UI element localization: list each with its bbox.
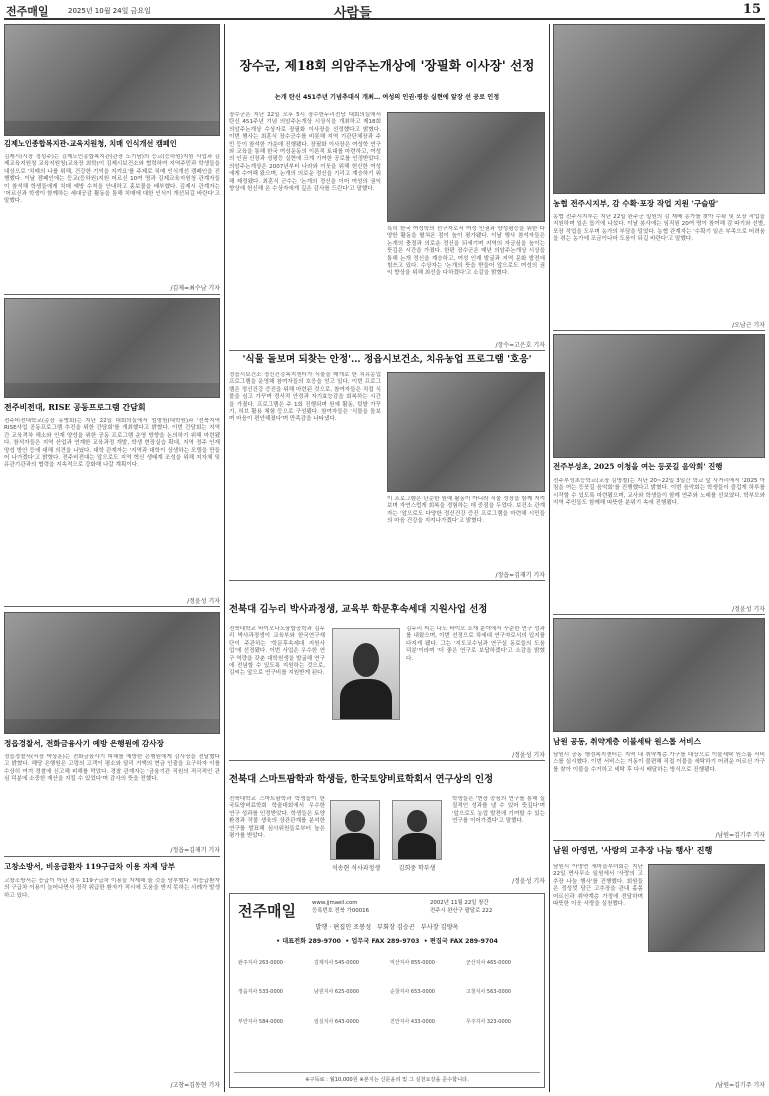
photo-healing-farming xyxy=(387,372,545,492)
divider xyxy=(4,856,220,857)
section-title: 사람들 xyxy=(334,6,372,21)
photo-police-award xyxy=(4,612,220,734)
photo-dementia-campaign xyxy=(4,24,220,136)
divider xyxy=(229,350,545,351)
photo-persimmon-harvest xyxy=(553,24,765,194)
colophon-ad: • 업무국 FAX 289-9703 xyxy=(345,938,420,945)
colophon-url[interactable]: www.jjmaeil.com xyxy=(312,900,358,906)
headline-right-1: 농협 전주시지부, 감 수확·포장 작업 지원 '구슬땀' xyxy=(553,199,719,208)
byline-right-2: /정윤성 기자 xyxy=(732,606,765,613)
lead-headline: 장수군, 제18회 의암주논개상에 '장필화 이사장' 선정 xyxy=(239,58,535,73)
divider xyxy=(553,840,765,841)
colophon-vice: 부사장 김양옥 xyxy=(420,924,459,931)
divider xyxy=(229,760,545,761)
lead-subhead: 논개 탄신 451주년 기념추대식 개최… 여성의 인권·평등 실현에 앞장 선 공로 인정 xyxy=(274,94,500,101)
byline-center-3: /정윤성 기자 xyxy=(512,752,545,759)
headline-center-2: '식물 돌보며 되찾는 안정'… 정읍시보건소, 치유농업 프로그램 '호응' xyxy=(242,354,532,365)
masthead xyxy=(4,2,765,20)
office-entry: 완주지사 263-0000 xyxy=(238,960,283,966)
headline-left-4: 고창소방서, 비응급환자 119구급차 이용 자제 당부 xyxy=(4,862,176,871)
body-center-3-right: 김누리 씨는 나노 바이오 소재 분야에서 꾸준한 연구 성과를 내왔으며, 이번 선정으로 차세대 연구자로서의 입지를 다지게 됐다. 그는 '지도교수님과 연구실 동료들의 도움 덕분'이라며 '더 좋은 연구로 보답하겠다'고 소감을 밝혔다. xyxy=(406,626,545,662)
newspaper-brand: 전주매일 xyxy=(6,5,49,18)
office-entry: 남원지사 625-0000 xyxy=(314,989,359,996)
lead-body-left: 장수군은 지난 22일 오후 5시 장수한누리전당 대회의실에서 탄신 451주년 기념 의암주논개상 시상식을 개최하고 제18회 의암주논개상 수상자로 장필화 이사장을 선정했다고 밝혔다. 이번 행사는 최훈식 장수군수를 비롯해 지역 기관단체장과 주민 등이 참석한 가운데 진행됐다. 장필화 이사장은 여성학 연구와 교육을 통해 한국 여성운동의 이론적 토대를 마련하고, 여성의 인권 신장과 성평등 실현에 크게 기여한 공로를 인정받았다. 의암주논개상은 2007년부터 나라와 이웃을 위해 헌신한 여성에게 수여해 왔으며, 논개의 의로운 정신을 기리고 계승하기 위해 제정됐다. 최훈식 군수는 '논개의 정신을 이어 여성의 권익 향상에 헌신해 온 수상자에게 깊은 감사를 드린다'고 말했다. xyxy=(229,112,381,193)
divider xyxy=(229,580,545,581)
divider xyxy=(553,614,765,615)
photo-school-concert xyxy=(553,334,765,458)
byline-right-1: /오남근 기자 xyxy=(732,322,765,329)
column-divider xyxy=(224,24,225,1092)
colophon-phone: • 대표전화 289-9700 xyxy=(276,938,341,945)
colophon-staff-row xyxy=(230,922,544,931)
body-right-2: 전주부성초등학교(교장 김명철)는 지난 20~22일 3일간 학교 앞 사거리에서 '2025 아침을 여는 등굣길 음악회'를 진행했다고 밝혔다. 이번 음악회는 학생들이 즐겁게 하루를 시작할 수 있도록 마련됐으며, 교사와 학생들이 함께 연주와 노래를 선보였다. 학부모와 지역 주민들도 함께해 따뜻한 분위기 속에 진행됐다. xyxy=(553,478,765,507)
page-number: 15 xyxy=(742,2,761,17)
office-entry: 임실지사 643-0000 xyxy=(314,1018,359,1025)
colophon-publisher: 발행 · 편집인 조봉성 xyxy=(315,924,372,931)
byline-left-3: /정읍=김재기 기자 xyxy=(170,847,220,854)
colophon-footer: ※구독료 : 월10,000원 ※본지는 신문윤리 및 그 실천요강을 준수합니다. xyxy=(234,1072,540,1083)
lead-body-right: 특히 한국 여성학의 선구자로서 여성 인권과 양성평등을 위한 다양한 활동을 펼쳐온 점이 높이 평가됐다. 이날 행사 참석자들은 논개의 충절과 의로운 정신을 되새기며 지역의 자긍심을 높이는 뜻깊은 시간을 가졌다. 한편 장수군은 매년 의암주논개상 시상을 통해 논개 정신을 계승하고, 여성 인재 발굴과 지역 문화 발전에 힘쓰고 있다. 수상자는 '논개의 뜻을 받들어 앞으로도 여성의 권익 향상을 위해 최선을 다하겠다'고 소감을 밝혔다. xyxy=(387,226,545,277)
issue-date: 2025년 10월 24일 금요일 xyxy=(68,7,151,15)
byline-center-2: /정읍=김재기 기자 xyxy=(495,572,545,579)
body-center-3-left: 전북대학교 바이오나노융합공학과 김누리 박사과정생이 교육부와 한국연구재단이 주관하는 '학문후속세대 지원사업'에 선정됐다. 이번 사업은 우수한 연구 역량을 갖춘 대학원생을 발굴해 연구에 전념할 수 있도록 지원하는 것으로, 김씨는 앞으로 연구비를 지원받게 된다. xyxy=(229,626,325,677)
column-divider xyxy=(549,24,550,1092)
headline-left-1: 김제노인종합복지관-교육지원청, 치매 인식개선 캠페인 xyxy=(4,139,177,148)
photo-gochujang-event xyxy=(648,864,765,952)
headline-center-4: 전북대 스마트팜학과 학생들, 한국토양비료학회서 연구상의 인정 xyxy=(229,774,494,785)
headline-left-3: 정읍경찰서, 전화금융사기 예방 은행원에 감사장 xyxy=(4,739,164,748)
office-entry: 익산지사 855-0000 xyxy=(390,960,435,966)
body-left-2: 전주비전대학교(총장 유병회)는 지난 22일 대회의실에서 엄형원(대학원)과 '전북지역 RISE사업 공동프로그램 추진을 위한 간담회'를 개최했다고 밝혔다. 이번 간담회는 지역 간 교육격차 해소와 인재 양성을 위한 공동 프로그램 운영 방향을 논의하기 위해 마련됐다. 참석자들은 지역 산업과 연계한 교육과정 개발, 학생 현장실습 확대, 지역 정주 인재 양성 방안 등에 대해 의견을 나눴다. 대학 관계자는 '지역과 대학이 상생하는 모델을 만들어 나가겠다'고 밝혔다. 전주비전대는 앞으로도 지역 혁신 생태계 조성을 위해 지자체 및 유관기관과의 협력을 지속적으로 강화해 나갈 계획이다. xyxy=(4,418,220,469)
headline-right-3: 남원 공동, 취약계층 이불세탁 원스톱 서비스 xyxy=(553,737,701,746)
portrait-seok-songhyun xyxy=(330,800,380,860)
colophon-reg: 등록번호 전북 가00016 xyxy=(312,908,370,914)
body-center-4-left: 전북대학교 스마트팜학과 학생들이 한국토양비료학회 학술대회에서 우수한 연구 성과를 인정받았다. 학생들은 토양 환경과 작물 생육의 상관관계를 분석한 연구를 발표해 심사위원들로부터 높은 평가를 받았다. xyxy=(229,796,325,840)
office-entry: 군산지사 465-0000 xyxy=(466,960,511,966)
body-right-4: 남원시 아영면 새마을부녀회는 지난 22일 면사무소 일원에서 '사랑의 고추장 나눔 행사'를 진행했다. 회원들은 정성껏 담근 고추장을 관내 홀몸 어르신과 취약계층 가정에 전달하며 따뜻한 이웃 사랑을 실천했다. xyxy=(553,864,643,908)
body-center-2-left: 정읍시보건소 정신건강복지센터가 식물을 매개로 한 치유농업 프로그램을 운영해 참여자들의 호응을 얻고 있다. 이번 프로그램은 정신건강 증진을 위해 마련된 것으로, 참여자들은 직접 식물을 심고 가꾸며 정서적 안정과 자기효능감을 회복하는 시간을 가졌다. 프로그램은 주 1회 진행되며 원예 활동, 텃밭 가꾸기, 허브 활용 체험 등으로 구성됐다. 참여자들은 '식물을 돌보며 마음이 편안해졌다'며 만족감을 나타냈다. xyxy=(229,372,381,423)
photo-laundry-service xyxy=(553,618,765,732)
colophon-contact-row xyxy=(230,936,544,945)
body-left-1: 김제시(시장 정성주)는 김제노인종합복지관(관장 노기남)의 등교(등하원)지원 사업과 김제교육지원청 교육지원청(교육장 최학)이 김제시보건소와 협력하여 지역주민과 학생들을 대상으로 '치매의 나를 위해, 건강한 기억을 지켜요'를 주제로 치매 인식개선 캠페인을 진행했다. 이날 캠페인에는 등교(등하원)지원 어르신 10여 명과 김제교육지원청 관계자들이 참석해 학생들에게 치매 예방 수칙을 안내하고 홍보물을 배부했다. 김제시 관계자는 '어르신과 학생이 함께하는 세대공감 활동을 통해 치매에 대한 인식이 개선되길 바란다'고 말했다. xyxy=(4,154,220,205)
colophon-title: 전주매일 xyxy=(238,902,296,920)
lead-byline: /장수=고은호 기자 xyxy=(495,342,545,349)
colophon-edit: • 편집국 FAX 289-9704 xyxy=(423,938,498,945)
divider xyxy=(4,294,220,295)
headline-left-2: 전주비전대, RISE 공동프로그램 간담회 xyxy=(4,402,146,412)
body-center-4-right: 학생들은 '현장 중심의 연구를 통해 실질적인 성과를 낼 수 있어 뜻깊다'며 '앞으로도 농업 발전에 기여할 수 있는 연구를 이어가겠다'고 말했다. xyxy=(452,796,545,825)
byline-left-2: /정윤성 기자 xyxy=(187,598,220,605)
photo-award-ceremony xyxy=(387,112,545,222)
body-right-3: 남원시 공동 행정복지센터는 지역 내 취약계층 가구를 대상으로 이불세탁 원스톱 서비스를 실시했다. 이번 서비스는 거동이 불편해 직접 이불을 세탁하기 어려운 어르신 가구를 찾아 이불을 수거하고 세탁 후 다시 배달하는 방식으로 진행됐다. xyxy=(553,752,765,773)
portrait-caption-right: 김희중 학부생 xyxy=(398,865,436,872)
office-entry: 무주지사 323-0000 xyxy=(466,1018,511,1025)
body-right-1: 농협 전주시지부는 지난 22일 완주군 일원의 감 재배 농가를 찾아 수확 및 포장 작업을 지원하며 일손 돕기에 나섰다. 이날 봉사에는 임직원 20여 명이 참여해 감 따기와 선별, 포장 작업을 도우며 농가의 부담을 덜었다. 농협 관계자는 '수확기 일손 부족으로 어려움을 겪는 농가에 조금이나마 도움이 되길 바란다'고 말했다. xyxy=(553,214,765,243)
byline-left-4: /고창=김동현 기자 xyxy=(170,1082,220,1089)
body-left-3: 정읍경찰서(서장 박상훈)는 전화금융사기 피해를 예방한 은행원에게 감사장을 전달했다고 밝혔다. 해당 은행원은 고령의 고객이 평소와 달리 거액의 현금 인출을 요구하자 이를 수상히 여겨 경찰에 신고해 피해를 막았다. 경찰 관계자는 '금융기관 직원의 적극적인 관심 덕분에 소중한 재산을 지킬 수 있었다'며 감사의 뜻을 전했다. xyxy=(4,754,220,783)
office-entry: 고창지사 563-0000 xyxy=(466,989,511,996)
photo-rise-meeting xyxy=(4,298,220,398)
byline-center-4: /정윤성 기자 xyxy=(512,878,545,885)
colophon-chief: 부회장 김승곤 xyxy=(377,924,415,931)
colophon-founded: 2002년 11월 22일 창간 xyxy=(430,900,489,906)
divider xyxy=(553,330,765,331)
portrait-kim-heejung xyxy=(392,800,442,860)
colophon-office-grid xyxy=(238,960,538,1048)
office-entry: 진안지사 433-0000 xyxy=(390,1018,435,1025)
portrait-caption-left: 석송현 석사과정생 xyxy=(331,865,381,872)
body-left-4: 고창소방서는 응급이 아닌 경우 119구급차 이용을 자제해 줄 것을 당부했다. 비응급환자의 구급차 이용이 늘어나면서 정작 위급한 환자가 적시에 도움을 받지 못하는 사례가 발생하고 있다. xyxy=(4,878,220,899)
byline-right-3: /남원=김기주 기자 xyxy=(715,832,765,839)
office-entry: 부안지사 584-0000 xyxy=(238,1018,283,1025)
colophon-box xyxy=(229,893,545,1088)
byline-right-4: /남원=김기주 기자 xyxy=(715,1082,765,1089)
office-entry: 순창지사 653-0000 xyxy=(390,989,435,996)
colophon-address: 전주시 완산구 팔달로 222 xyxy=(430,908,493,914)
byline-left-1: /김제=최수남 기자 xyxy=(170,285,220,292)
office-entry: 정읍지사 533-0000 xyxy=(238,989,283,996)
divider xyxy=(4,606,220,607)
portrait-kim-nuri xyxy=(332,628,400,720)
headline-center-3: 전북대 김누리 박사과정생, 교육부 학문후속세대 지원사업 선정 xyxy=(229,604,488,615)
office-entry: 김제지사 545-0000 xyxy=(314,960,359,966)
headline-right-2: 전주부성초, 2025 이청을 여는 등굣길 음악회' 진행 xyxy=(553,462,723,471)
headline-right-4: 남원 아영면, '사랑의 고추장 나눔 행사' 진행 xyxy=(553,845,713,855)
body-center-2-right: 이 프로그램은 단순한 원예 활동이 아니라 식물 성장을 함께 지켜보며 자연스럽게 회복을 경험하는 데 중점을 두었다. 보건소 관계자는 '앞으로도 다양한 정신건강 증진 프로그램을 마련해 시민들의 마음 건강을 지켜나가겠다'고 밝혔다. xyxy=(387,496,545,525)
